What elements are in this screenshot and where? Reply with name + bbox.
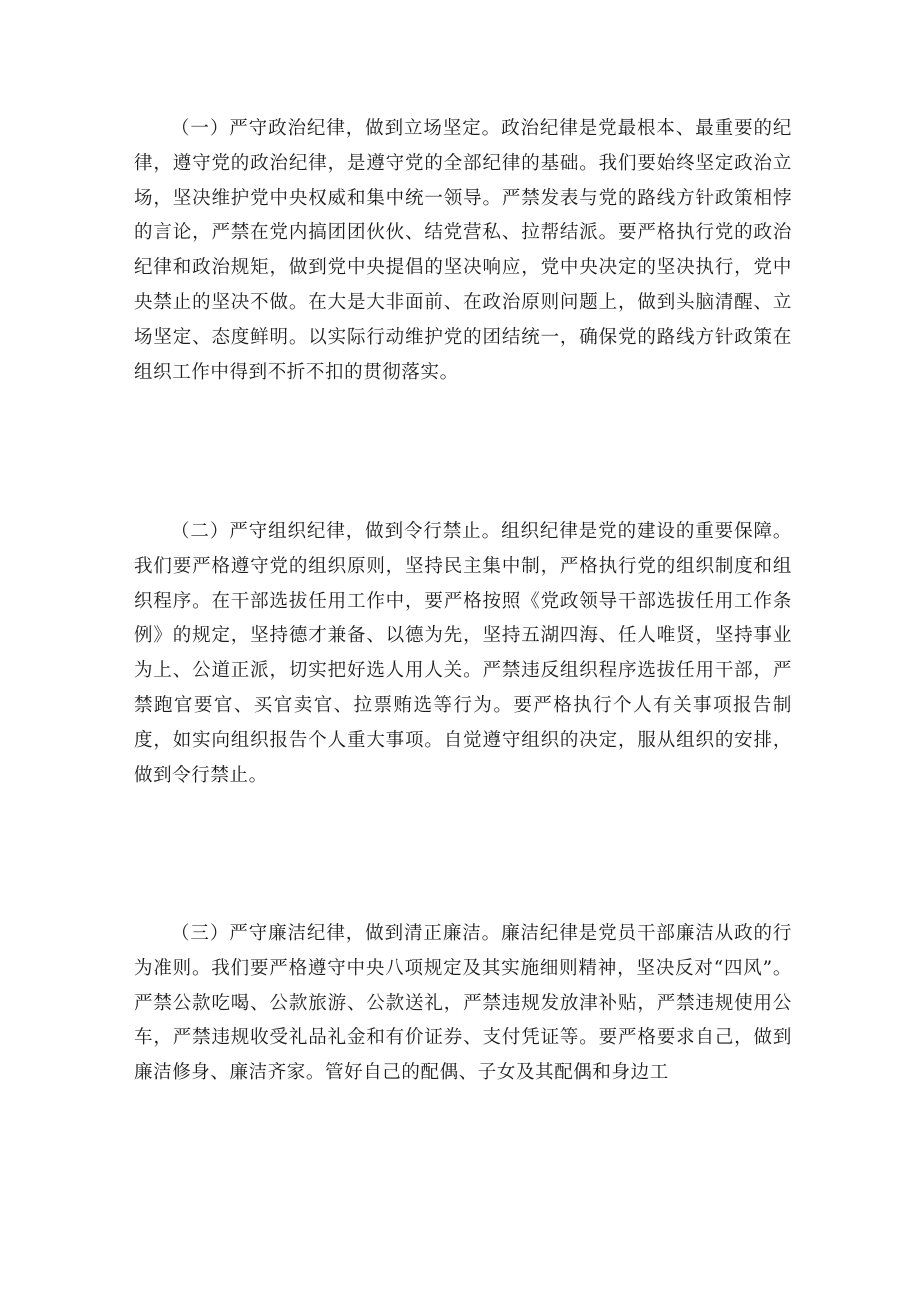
paragraph-political-discipline: （一）严守政治纪律，做到立场坚定。政治纪律是党最根本、最重要的纪律，遵守党的政治纪律，是遵守党的全部纪律的基础。我们要始终坚定政治立场，坚决维护党中央权威和集中统一领导。严禁发表与党的路线方针政策相悖的言论，严禁在党内搞团团伙伙、结党营私、拉帮结派。要严格执行党的政治纪律和政治规矩，做到党中央提倡的坚决响应，党中央决定的坚决执行，党中央禁止的坚决不做。在大是大非面前、在政治原则问题上，做到头脑清醒、立场坚定、态度鲜明。以实际行动维护党的团结统一，确保党的路线方针政策在组织工作中得到不折不扣的贯彻落实。 <box>134 118 792 383</box>
paragraph-integrity-discipline: （三）严守廉洁纪律，做到清正廉洁。廉洁纪律是党员干部廉洁从政的行为准则。我们要严格遵守中央八项规定及其实施细则精神，坚决反对“四风”。严禁公款吃喝、公款旅游、公款送礼，严禁违规发放津补贴，严禁违规使用公车，严禁违规收受礼品礼金和有价证券、支付凭证等。要严格要求自己，做到廉洁修身、廉洁齐家。管好自己的配偶、子女及其配偶和身边工 <box>134 923 792 1084</box>
paragraph-organizational-discipline: （二）严守组织纪律，做到令行禁止。组织纪律是党的建设的重要保障。我们要严格遵守党的组织原则，坚持民主集中制，严格执行党的组织制度和组织程序。在干部选拔任用工作中，要严格按照《党政领导干部选拔任用工作条例》的规定，坚持德才兼备、以德为先，坚持五湖四海、任人唯贤，坚持事业为上、公道正派，切实把好选人用人关。严禁违反组织程序选拔任用干部，严禁跑官要官、买官卖官、拉票贿选等行为。要严格执行个人有关事项报告制度，如实向组织报告个人重大事项。自觉遵守组织的决定，服从组织的安排，做到令行禁止。 <box>134 521 792 786</box>
